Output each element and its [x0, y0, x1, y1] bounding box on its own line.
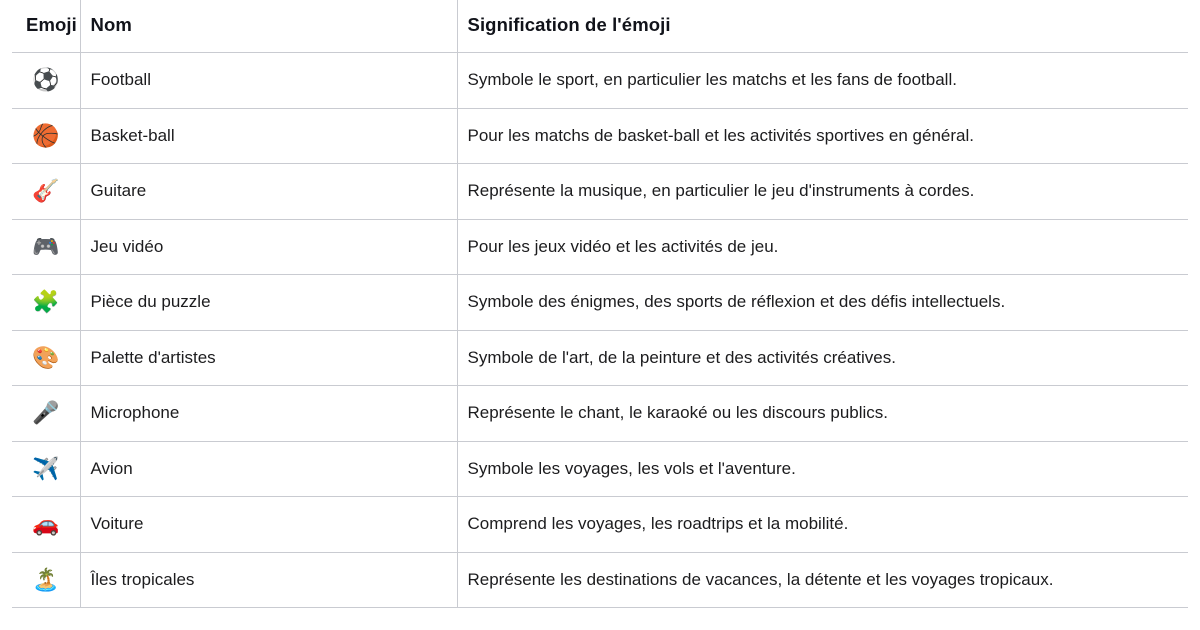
emoji-name: Microphone [80, 386, 457, 442]
emoji-meaning: Pour les jeux vidéo et les activités de jeu. [457, 219, 1188, 275]
emoji-glyph: 🎸 [12, 164, 80, 220]
table-header-row [12, 0, 1188, 53]
table-row [12, 497, 1188, 553]
table-row [12, 330, 1188, 386]
emoji-name: Palette d'artistes [80, 330, 457, 386]
emoji-name: Pièce du puzzle [80, 275, 457, 331]
emoji-glyph: 🚗 [12, 497, 80, 553]
emoji-meaning: Symbole les voyages, les vols et l'aventure. [457, 441, 1188, 497]
table-row [12, 219, 1188, 275]
table-row [12, 552, 1188, 608]
emoji-meaning: Représente la musique, en particulier le jeu d'instruments à cordes. [457, 164, 1188, 220]
emoji-glyph: ✈️ [12, 441, 80, 497]
emoji-name: Football [80, 53, 457, 109]
column-header-emoji: Emoji [12, 0, 80, 53]
emoji-meaning: Représente les destinations de vacances, la détente et les voyages tropicaux. [457, 552, 1188, 608]
emoji-glyph: ⚽ [12, 53, 80, 109]
table-row [12, 386, 1188, 442]
emoji-name: Basket-ball [80, 108, 457, 164]
emoji-name: Îles tropicales [80, 552, 457, 608]
table-header [12, 0, 1188, 53]
emoji-glyph: 🎤 [12, 386, 80, 442]
emoji-glyph: 🎨 [12, 330, 80, 386]
emoji-meaning: Symbole de l'art, de la peinture et des activités créatives. [457, 330, 1188, 386]
emoji-name: Voiture [80, 497, 457, 553]
table-row [12, 108, 1188, 164]
emoji-name: Jeu vidéo [80, 219, 457, 275]
table-body [12, 53, 1188, 608]
emoji-meaning-table [12, 0, 1188, 608]
emoji-meaning: Pour les matchs de basket-ball et les activités sportives en général. [457, 108, 1188, 164]
emoji-glyph: 🏀 [12, 108, 80, 164]
emoji-meaning: Représente le chant, le karaoké ou les discours publics. [457, 386, 1188, 442]
column-header-meaning: Signification de l'émoji [457, 0, 1188, 53]
emoji-glyph: 🧩 [12, 275, 80, 331]
table-row [12, 164, 1188, 220]
emoji-glyph: 🏝️ [12, 552, 80, 608]
table-row [12, 441, 1188, 497]
table-row [12, 53, 1188, 109]
emoji-name: Guitare [80, 164, 457, 220]
emoji-name: Avion [80, 441, 457, 497]
emoji-meaning: Comprend les voyages, les roadtrips et la mobilité. [457, 497, 1188, 553]
column-header-name: Nom [80, 0, 457, 53]
table-row [12, 275, 1188, 331]
emoji-meaning: Symbole le sport, en particulier les matchs et les fans de football. [457, 53, 1188, 109]
emoji-meaning: Symbole des énigmes, des sports de réflexion et des défis intellectuels. [457, 275, 1188, 331]
emoji-glyph: 🎮 [12, 219, 80, 275]
